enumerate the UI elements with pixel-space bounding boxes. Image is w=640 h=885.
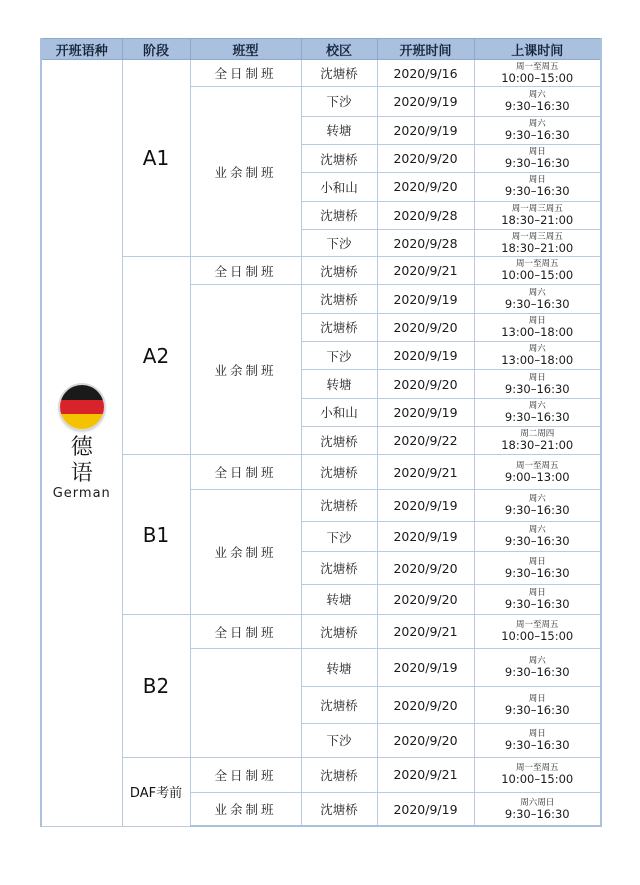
header-stage: 阶段 [122,39,190,60]
schedule-table-container [40,38,600,827]
start-date-cell: 2020/9/19 [377,342,474,370]
campus-cell: 转塘 [301,649,377,686]
schedule-body [41,60,601,827]
start-date-cell: 2020/9/19 [377,398,474,426]
start-date-cell: 2020/9/20 [377,173,474,201]
class-days: 周六 [528,344,546,355]
campus-cell: 沈塘桥 [301,60,377,87]
campus-cell: 小和山 [301,398,377,426]
class-time-cell [474,686,601,723]
start-date-cell: 2020/9/20 [377,313,474,341]
class-time-cell [474,489,601,521]
campus-cell: 沈塘桥 [301,552,377,584]
class-hours: 9:30–16:30 [504,381,570,396]
class-type [190,649,301,757]
class-hours: 10:00–15:00 [501,70,574,85]
schedule-row [41,60,601,87]
campus-cell: 下沙 [301,87,377,116]
class-type: 业余制班 [190,285,301,455]
class-time-cell [474,173,601,201]
class-hours: 9:30–16:30 [504,565,570,580]
class-time-cell [474,370,601,398]
start-date-cell: 2020/9/21 [377,257,474,285]
class-type: 全日制班 [190,455,301,489]
campus-cell: 沈塘桥 [301,793,377,827]
class-hours: 9:30–16:30 [504,127,570,142]
class-type: 业余制班 [190,793,301,827]
class-time-cell [474,724,601,757]
class-hours: 9:00–13:00 [504,469,570,484]
class-hours: 9:30–16:30 [504,296,570,311]
start-date-cell: 2020/9/28 [377,201,474,229]
class-hours: 9:30–16:30 [504,409,570,424]
language-name-en: German [52,485,111,501]
campus-cell: 沈塘桥 [301,201,377,229]
class-time-cell [474,398,601,426]
stage-label: A2 [122,257,190,455]
start-date-cell: 2020/9/19 [377,489,474,521]
class-days: 周一至周五 [515,259,559,270]
language-cell [41,60,122,827]
class-days: 周一至周五 [515,763,559,774]
header-class-type: 班型 [190,39,301,60]
header-start-date: 开班时间 [377,39,474,60]
campus-cell: 转塘 [301,584,377,614]
class-time-cell [474,427,601,455]
class-time-cell [474,552,601,584]
class-time-cell [474,144,601,172]
start-date-cell: 2020/9/20 [377,584,474,614]
campus-cell: 沈塘桥 [301,455,377,489]
start-date-cell: 2020/9/21 [377,455,474,489]
class-days: 周一至周五 [515,61,559,72]
class-time-cell [474,87,601,116]
class-time-cell [474,584,601,614]
class-time-cell [474,793,601,827]
schedule-row [41,257,601,285]
germany-flag-icon [60,385,104,429]
class-time-cell [474,615,601,649]
start-date-cell: 2020/9/20 [377,686,474,723]
campus-cell: 沈塘桥 [301,686,377,723]
class-hours: 13:00–18:00 [501,353,574,368]
campus-cell: 转塘 [301,370,377,398]
class-days: 周日 [528,556,546,567]
start-date-cell: 2020/9/19 [377,87,474,116]
class-time-cell [474,60,601,87]
schedule-row [41,455,601,489]
campus-cell: 沈塘桥 [301,285,377,313]
class-type: 全日制班 [190,257,301,285]
campus-cell: 下沙 [301,724,377,757]
class-hours: 18:30–21:00 [501,438,574,453]
start-date-cell: 2020/9/20 [377,552,474,584]
stage-label: A1 [122,60,190,257]
header-campus: 校区 [301,39,377,60]
class-days: 周一周三周五 [511,203,563,214]
class-days: 周六周日 [520,797,555,808]
schedule-row [41,757,601,792]
start-date-cell: 2020/9/21 [377,757,474,792]
start-date-cell: 2020/9/16 [377,60,474,87]
class-hours: 9:30–16:30 [504,534,570,549]
stage-label: B2 [122,615,190,758]
class-time-cell [474,342,601,370]
class-hours: 10:00–15:00 [501,772,574,787]
class-time-cell [474,257,601,285]
class-days: 周日 [528,315,546,326]
start-date-cell: 2020/9/19 [377,116,474,144]
header-row [41,39,601,60]
stage-label: DAF考前 [122,757,190,826]
class-days: 周六 [528,287,546,298]
class-hours: 9:30–16:30 [504,737,570,752]
class-time-cell [474,116,601,144]
class-days: 周六 [528,400,546,411]
stage-label: B1 [122,455,190,615]
class-type: 全日制班 [190,615,301,649]
campus-cell: 沈塘桥 [301,144,377,172]
start-date-cell: 2020/9/28 [377,229,474,256]
campus-cell: 下沙 [301,229,377,256]
class-days: 周六 [528,493,546,504]
class-time-cell [474,455,601,489]
class-hours: 9:30–16:30 [504,702,570,717]
class-time-cell [474,285,601,313]
campus-cell: 沈塘桥 [301,757,377,792]
class-days: 周一至周五 [515,460,559,471]
class-hours: 9:30–16:30 [504,665,570,680]
campus-cell: 沈塘桥 [301,257,377,285]
class-hours: 18:30–21:00 [501,212,574,227]
class-hours: 10:00–15:00 [501,268,574,283]
start-date-cell: 2020/9/20 [377,724,474,757]
class-days: 周日 [528,372,546,383]
class-days: 周一至周五 [515,620,559,631]
class-days: 周日 [528,693,546,704]
class-days: 周六 [528,89,546,100]
campus-cell: 沈塘桥 [301,427,377,455]
class-time-cell [474,201,601,229]
class-days: 周日 [528,175,546,186]
class-days: 周日 [528,147,546,158]
class-hours: 9:30–16:30 [504,184,570,199]
start-date-cell: 2020/9/19 [377,522,474,552]
campus-cell: 下沙 [301,342,377,370]
class-time-cell [474,229,601,256]
class-time-cell [474,522,601,552]
campus-cell: 沈塘桥 [301,489,377,521]
class-days: 周六 [528,525,546,536]
class-hours: 9:30–16:30 [504,596,570,611]
class-type: 全日制班 [190,60,301,87]
class-time-cell [474,313,601,341]
start-date-cell: 2020/9/21 [377,615,474,649]
campus-cell: 沈塘桥 [301,615,377,649]
start-date-cell: 2020/9/20 [377,370,474,398]
header-language: 开班语种 [41,39,122,60]
class-days: 周六 [528,656,546,667]
schedule-table [40,38,602,827]
campus-cell: 转塘 [301,116,377,144]
class-hours: 13:00–18:00 [501,324,574,339]
campus-cell: 沈塘桥 [301,313,377,341]
class-days: 周日 [528,728,546,739]
class-days: 周日 [528,587,546,598]
class-type: 业余制班 [190,87,301,257]
class-hours: 9:30–16:30 [504,502,570,517]
header-class-time: 上课时间 [474,39,601,60]
class-time-cell [474,757,601,792]
class-days: 周一周三周五 [511,231,563,242]
class-hours: 10:00–15:00 [501,629,574,644]
class-time-cell [474,649,601,686]
start-date-cell: 2020/9/19 [377,285,474,313]
class-days: 周六 [528,118,546,129]
start-date-cell: 2020/9/22 [377,427,474,455]
class-hours: 9:30–16:30 [504,156,570,171]
start-date-cell: 2020/9/20 [377,144,474,172]
class-hours: 9:30–16:30 [504,98,570,113]
class-hours: 9:30–16:30 [504,806,570,821]
campus-cell: 小和山 [301,173,377,201]
campus-cell: 下沙 [301,522,377,552]
class-hours: 18:30–21:00 [501,240,574,255]
start-date-cell: 2020/9/19 [377,649,474,686]
language-name-zh: 德 语 [70,434,101,486]
schedule-row [41,615,601,649]
start-date-cell: 2020/9/19 [377,793,474,827]
class-type: 业余制班 [190,489,301,614]
class-days: 周二周四 [520,429,555,440]
class-type: 全日制班 [190,757,301,792]
